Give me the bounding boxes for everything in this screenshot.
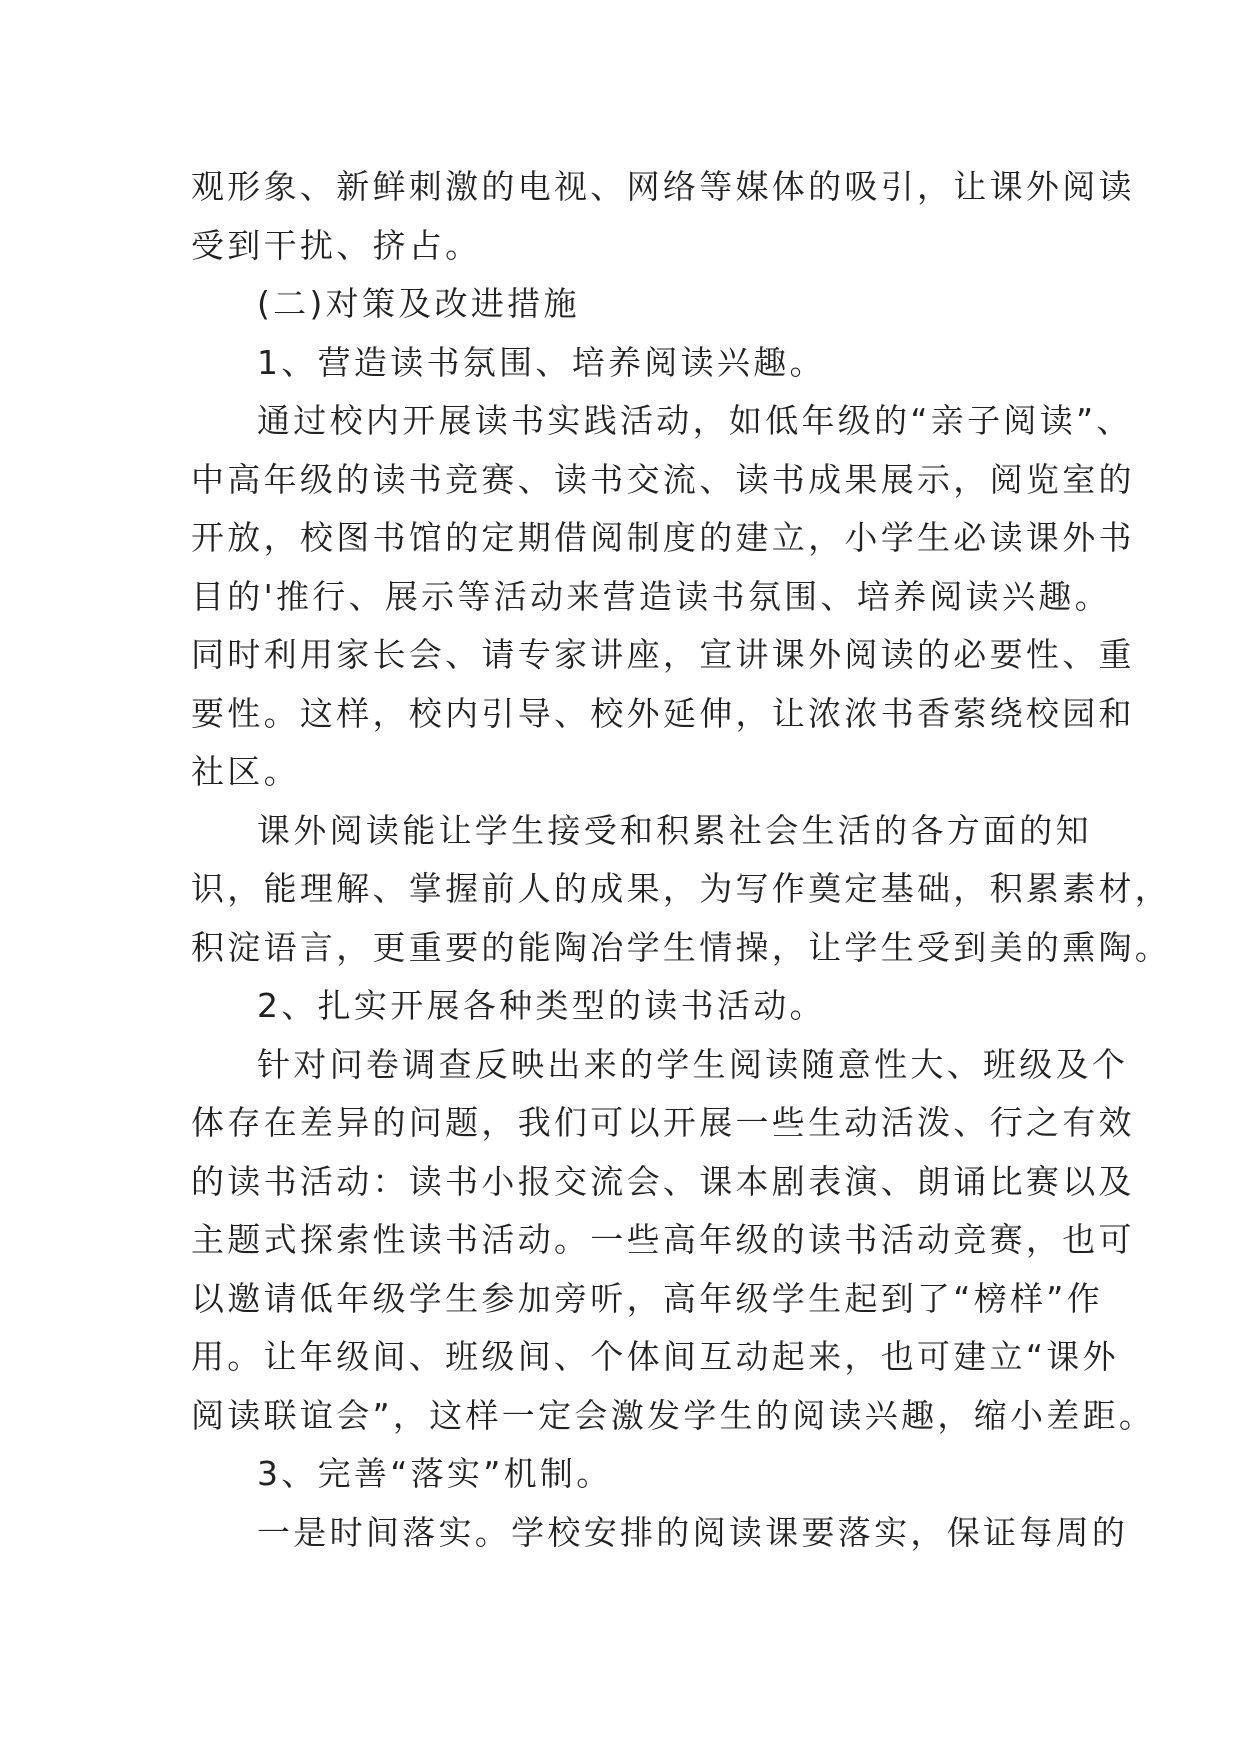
text-line: 同时利用家长会、请专家讲座，宣讲课外阅读的必要性、重	[191, 635, 1135, 674]
text-line: 观形象、新鲜刺激的电视、网络等媒体的吸引，让课外阅读	[191, 167, 1135, 206]
text-line: 目的'推行、展示等活动来营造读书氛围、培养阅读兴趣。	[191, 576, 1111, 616]
subsection-heading: 1、营造读书氛围、培养阅读兴趣。	[257, 342, 826, 382]
document-body	[191, 158, 1172, 1562]
text-line: 通过校内开展读书实践活动，如低年级的“亲子阅读”、	[257, 401, 1133, 440]
text-line: 要性。这样，校内引导、校外延伸，让浓浓书香萦绕校园和	[191, 693, 1135, 733]
subsection-heading: 3、完善“落实”机制。	[257, 1454, 613, 1493]
text-line: 阅读联谊会”，这样一定会激发学生的阅读兴趣，缩小差距。	[191, 1395, 1156, 1435]
text-line: 用。让年级间、班级间、个体间互动起来，也可建立“课外	[191, 1337, 1119, 1376]
text-line: 一是时间落实。学校安排的阅读课要落实，保证每周的	[257, 1512, 1129, 1552]
subsection-heading: 2、扎实开展各种类型的读书活动。	[257, 986, 826, 1025]
text-line: 主题式探索性读书活动。一些高年级的读书活动竞赛，也可	[191, 1220, 1135, 1259]
text-line: 社区。	[191, 752, 300, 791]
text-line: 体存在差异的问题，我们可以开展一些生动活泼、行之有效	[191, 1103, 1135, 1142]
text-line: 受到干扰、挤占。	[191, 225, 482, 265]
text-line: 针对问卷调查反映出来的学生阅读随意性大、班级及个	[257, 1044, 1129, 1084]
text-line: 以邀请低年级学生参加旁听，高年级学生起到了“榜样”作	[191, 1278, 1103, 1318]
text-line: 开放，校图书馆的定期借阅制度的建立，小学生必读课外书	[191, 518, 1135, 557]
text-line: 识，能理解、掌握前人的成果，为写作奠定基础，积累素材，	[191, 869, 1172, 908]
section-heading: (二)对策及改进措施	[257, 284, 580, 323]
text-line: 中高年级的读书竞赛、读书交流、读书成果展示，阅览室的	[191, 459, 1135, 499]
text-line: 的读书活动：读书小报交流会、课本剧表演、朗诵比赛以及	[191, 1161, 1135, 1201]
text-line: 积淀语言，更重要的能陶冶学生情操，让学生受到美的熏陶。	[191, 927, 1172, 967]
text-line: 课外阅读能让学生接受和积累社会生活的各方面的知	[257, 810, 1092, 850]
